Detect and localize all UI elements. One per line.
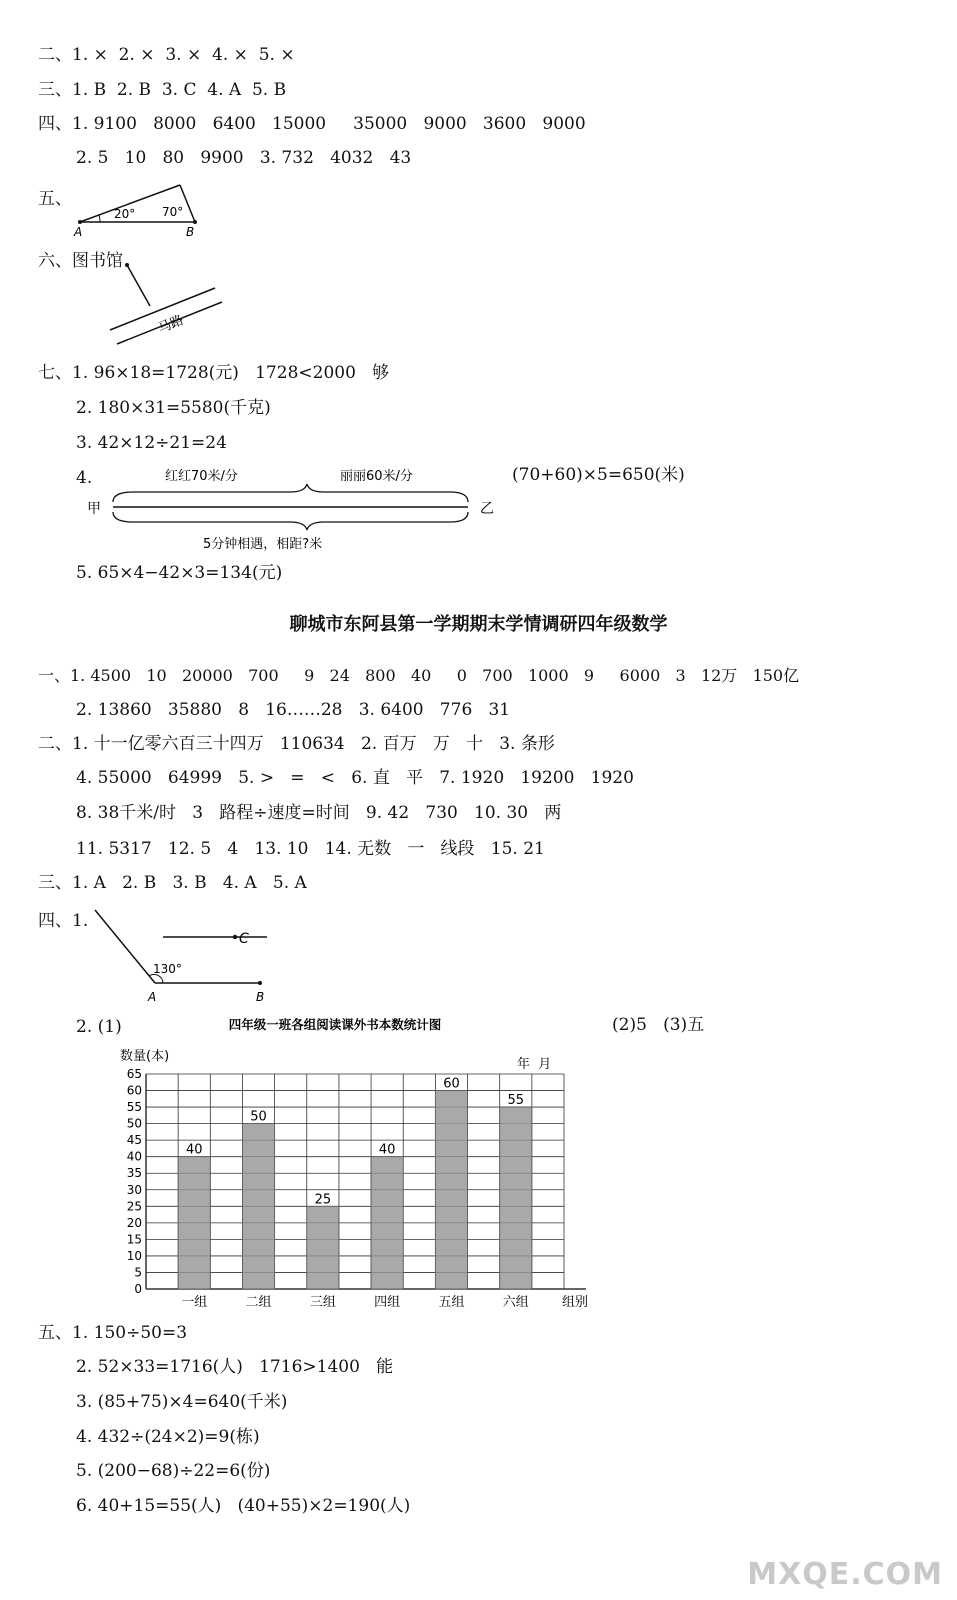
diagram-top1: 红红70米/分 (165, 469, 238, 484)
answer-line-d2: 2. (1) (76, 1017, 122, 1037)
chart-xtick-label: 二组 (245, 1295, 272, 1310)
meeting-diagram (85, 460, 505, 555)
answer-line-e3: 3. (85+75)×4=640(千米) (76, 1392, 288, 1412)
chart-title: 四年级一班各组阅读课外书本数统计图 (228, 1017, 442, 1032)
diagram-bottom: 5分钟相遇，相距?米 (203, 537, 323, 552)
answer-line-e2: 2. 52×33=1716(人) 1716>1400 能 (76, 1357, 394, 1377)
answer-line-a2: 2. 13860 35880 8 16……28 3. 6400 776 31 (76, 700, 511, 720)
answer-line-d1: 四、1. (38, 911, 89, 931)
triangle-diagram (70, 180, 210, 242)
angle-label-c: C (239, 931, 249, 947)
answer-line-e6: 6. 40+15=55(人) (40+55)×2=190(人) (76, 1496, 411, 1516)
page-title: 聊城市东阿县第一学期期末学情调研四年级数学 (289, 614, 668, 635)
chart-ytick-label: 10 (126, 1248, 142, 1263)
answer-line-4b: 2. 5 10 80 9900 3. 732 4032 43 (76, 148, 412, 168)
chart-xtick-label: 六组 (502, 1295, 529, 1310)
chart-xtick-label: 五组 (438, 1295, 465, 1310)
answer-line-4a: 四、1. 9100 8000 6400 15000 35000 9000 3600 9000 (38, 114, 586, 134)
bar-chart (110, 1010, 610, 1315)
chart-ytick-label: 45 (126, 1133, 142, 1148)
answer-line-7-3: 3. 42×12÷21=24 (76, 433, 227, 453)
answer-line-3: 三、1. B 2. B 3. C 4. A 5. B (38, 80, 287, 100)
angle-label-b: B (256, 990, 265, 1004)
answer-line-2: 二、1. × 2. × 3. × 4. × 5. × (38, 45, 295, 65)
chart-ylabel: 数量(本) (120, 1049, 170, 1064)
answer-line-7-5: 5. 65×4−42×3=134(元) (76, 563, 283, 583)
chart-ytick-label: 40 (126, 1149, 142, 1164)
road-diagram (105, 258, 225, 348)
chart-ytick-label: 55 (126, 1100, 142, 1115)
angle-value: 130° (153, 962, 182, 976)
chart-xlabel: 组别 (562, 1295, 589, 1310)
chart-bar (307, 1206, 339, 1289)
chart-xtick-label: 三组 (309, 1295, 336, 1310)
answer-line-7-4-eq: (70+60)×5=650(米) (512, 465, 685, 485)
chart-ytick-label: 20 (126, 1215, 142, 1230)
chart-data-label: 60 (443, 1076, 460, 1092)
triangle-angle1: 20° (114, 207, 136, 221)
diagram-left: 甲 (87, 501, 101, 517)
diagram-right: 乙 (480, 501, 494, 517)
chart-ytick-label: 0 (134, 1282, 142, 1296)
chart-ytick-label: 50 (126, 1116, 142, 1131)
chart-xtick-label: 一组 (181, 1295, 208, 1310)
chart-data-label: 40 (185, 1142, 203, 1158)
chart-ytick-label: 5 (134, 1265, 142, 1280)
answer-line-b1: 二、1. 十一亿零六百三十四万 110634 2. 百万 万 十 3. 条形 (38, 734, 555, 754)
chart-ytick-label: 30 (126, 1182, 142, 1197)
answer-line-b3: 8. 38千米/时 3 路程÷速度=时间 9. 42 730 10. 30 两 (76, 803, 562, 823)
answer-line-c1: 三、1. A 2. B 3. B 4. A 5. A (38, 873, 307, 893)
answer-line-b4: 11. 5317 12. 5 4 13. 10 14. 无数 一 线段 15. 21 (76, 839, 545, 859)
chart-data-label: 40 (378, 1142, 396, 1158)
answer-line-6: 六、图书馆 (38, 251, 123, 271)
diagram-top2: 丽丽60米/分 (340, 469, 413, 484)
answer-line-e4: 4. 432÷(24×2)=9(栋) (76, 1427, 260, 1447)
chart-xtick-label: 四组 (374, 1295, 401, 1310)
answer-line-7-2: 2. 180×31=5580(千克) (76, 398, 271, 418)
road-label: 马路 (156, 312, 186, 337)
chart-data-label: 55 (507, 1093, 525, 1109)
answer-line-7-4: 4. (76, 468, 93, 488)
answer-line-d2-rest: (2)5 (3)五 (612, 1015, 705, 1035)
triangle-label-a: A (74, 225, 83, 239)
answer-line-e1: 五、1. 150÷50=3 (38, 1323, 188, 1343)
triangle-angle2: 70° (162, 205, 184, 219)
watermark: MXQE.COM (747, 1557, 943, 1592)
chart-ytick-label: 60 (126, 1083, 142, 1098)
angle-label-a: A (148, 990, 157, 1004)
chart-date-label: 年 月 (517, 1057, 552, 1072)
triangle-label-b: B (186, 225, 195, 239)
chart-data-label: 50 (250, 1109, 267, 1125)
answer-line-7-1: 七、1. 96×18=1728(元) 1728<2000 够 (38, 363, 390, 383)
answer-line-b2: 4. 55000 64999 5. > = < 6. 直 平 7. 1920 19200 1920 (76, 768, 634, 788)
chart-bar (500, 1107, 532, 1289)
chart-ytick-label: 25 (126, 1199, 142, 1214)
answer-line-e5: 5. (200−68)÷22=6(份) (76, 1461, 271, 1481)
chart-data-label: 25 (314, 1192, 332, 1208)
chart-ytick-label: 35 (126, 1166, 142, 1181)
chart-ytick-label: 15 (126, 1232, 142, 1247)
answer-line-5: 五、 (38, 189, 72, 209)
answer-line-a1: 一、1. 4500 10 20000 700 9 24 800 40 0 700 1000 9 6000 3 12万 150亿 (38, 666, 800, 685)
chart-ytick-label: 65 (126, 1067, 142, 1081)
angle-diagram (85, 905, 285, 1005)
